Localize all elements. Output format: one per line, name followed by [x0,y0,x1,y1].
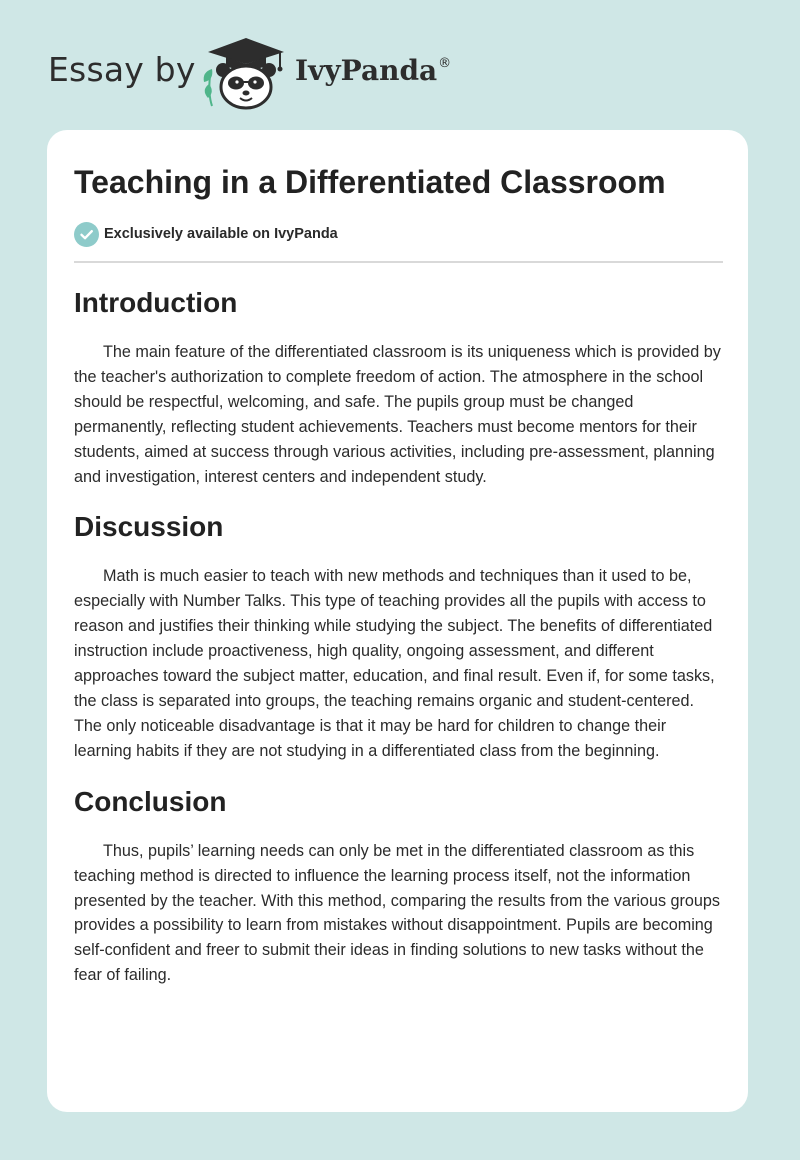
section-heading: Conclusion [74,785,227,817]
panda-graduate-logo-icon [200,36,292,110]
essay-card [47,130,748,1112]
section-heading: Introduction [74,287,238,318]
essay-title: Teaching in a Differentiated Classroom [74,164,666,200]
brand-name-text: IvyPanda [295,54,438,87]
essay-body [74,280,724,988]
registered-mark: ® [438,55,452,71]
exclusive-badge-text: Exclusively available on IvyPanda [104,226,338,242]
section-introduction [74,280,724,489]
section-paragraph: Math is much easier to teach with new methods and techniques than it used to be, especially with Number Talks. This type of teaching provides all the pupils with access to reason and justifies their thinking while studying the subject. The benefits of differentiated instruction include proactiveness, high quality, ongoing assessment, and different approaches toward the subject matter, education, and final result. Even if, for some tasks, the class is separated into groups, the teaching remains organic and student-centered. The only noticeable disadvantage is that it may be hard for children to change their learning habits if they are not studying in a differentiated class from the beginning. [74,567,715,760]
site-header-brand[interactable] [48,36,488,110]
section-conclusion [74,779,724,988]
title-divider [74,261,723,263]
check-circle-icon [74,222,99,247]
section-heading: Discussion [74,511,224,543]
section-paragraph: Thus, pupils’ learning needs can only be met in the differentiated classroom as this teaching method is directed to influence the learning process itself, not the information presented by the teacher. With this method, comparing the results from the various groups provides a possibility to learn from mistakes without disappointment. Pupils are becoming self-confident and freer to submit their ideas in finding solutions to new tasks without the fear of failing. [74,841,721,985]
section-paragraph: The main feature of the differentiated classroom is its uniqueness which is provided by the teacher's authorization to complete freedom of action. The atmosphere in the school should be respectful, welcoming, and safe. The pupils group must be changed permanently, reflecting student achievements. Teachers must become mentors for their students, aimed at success through various activities, including pre-assessment, planning and investigation, interest centers and independent study. [74,343,721,486]
exclusive-badge [74,221,338,247]
section-discussion [74,504,724,763]
ivypanda-brand-name [295,54,451,87]
essay-by-label: Essay by [48,50,196,89]
